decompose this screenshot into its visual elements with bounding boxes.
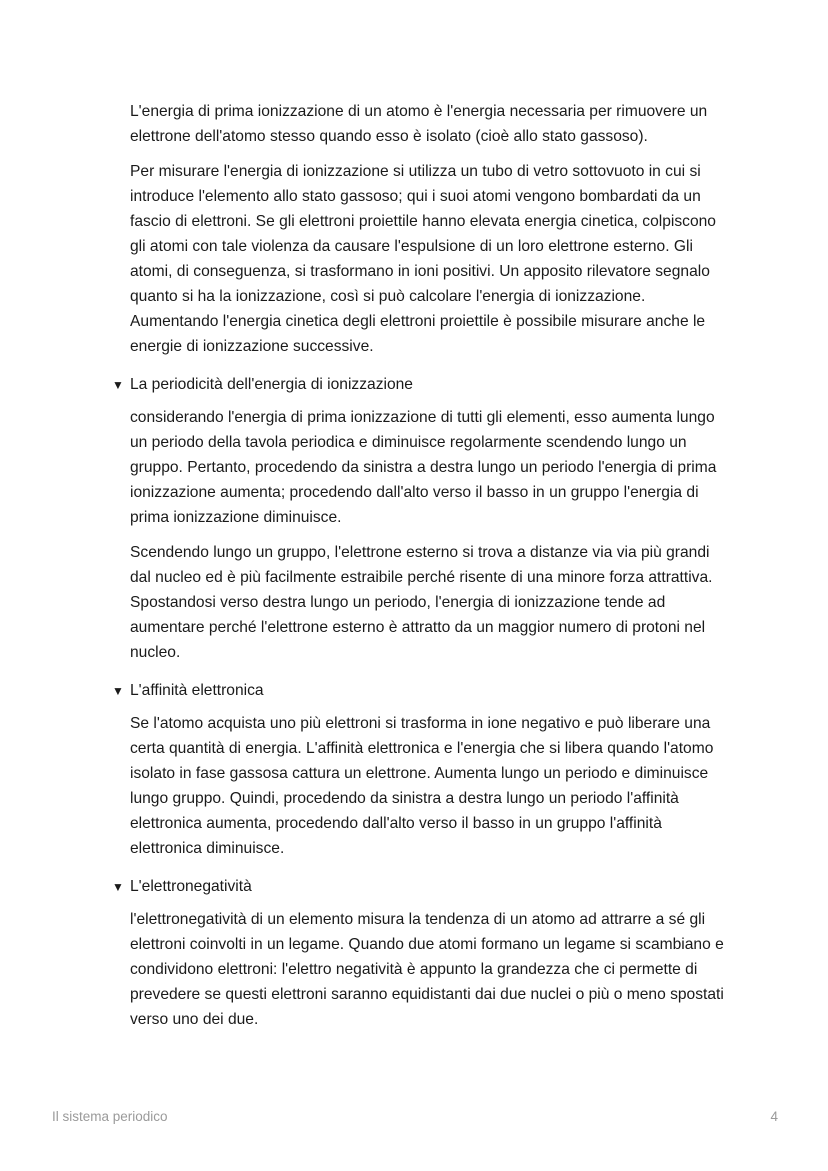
triangle-down-icon[interactable]: ▼: [112, 684, 124, 698]
toggle-periodicita[interactable]: [112, 373, 728, 397]
section-paragraph: considerando l'energia di prima ionizzazione di tutti gli elementi, esso aumenta lungo un periodo della tavola periodica e diminuisce regolarmente scendendo lungo un gruppo. Pertanto, procedendo da sinistra a destra lungo un periodo l'energia di prima ionizzazione aumenta; procedendo dall'alto verso il basso in un gruppo l'energia di prima ionizzazione diminuisce.: [130, 409, 717, 526]
section-paragraph: Se l'atomo acquista uno più elettroni si trasforma in ione negativo e può liberare una certa quantità di energia. L'affinità elettronica e l'energia che si libera quando l'atomo isolato in fase gassosa cattura un elettrone. Aumenta lungo un periodo e diminuisce lungo gruppo. Quindi, procedendo da sinistra a destra lungo un periodo l'affinità elettronica aumenta, procedendo dall'alto verso il basso in un gruppo l'affinità elettronica diminuisce.: [130, 715, 714, 857]
toggle-title: La periodicità dell'energia di ionizzazione: [130, 376, 413, 393]
toggle-elettronegativita[interactable]: [112, 875, 728, 899]
intro-paragraph: Per misurare l'energia di ionizzazione si utilizza un tubo di vetro sottovuoto in cui si introduce l'elemento allo stato gassoso; qui i suoi atomi vengono bombardati da un fascio di elettroni. Se gli elettroni proiettile hanno elevata energia cinetica, colpiscono gli atomi con tale violenza da causare l'espulsione di un loro elettrone esterno. Gli atomi, di conseguenza, si trasformano in ioni positivi. Un apposito rilevatore segnalo quanto si ha la ionizzazione, così si può calcolare l'energia di ionizzazione. Aumentando l'energia cinetica degli elettroni proiettile è possibile misurare anche le energie di ionizzazione successive.: [130, 163, 716, 355]
toggle-affinita[interactable]: [112, 679, 728, 703]
toggle-title: L'elettronegatività: [130, 878, 252, 895]
document-content: [112, 99, 728, 1042]
triangle-down-icon[interactable]: ▼: [112, 378, 124, 392]
section-paragraph: Scendendo lungo un gruppo, l'elettrone esterno si trova a distanze via via più grandi dal nucleo ed è più facilmente estraibile perché risente di una minore forza attrattiva. Spostandosi verso destra lungo un periodo, l'energia di ionizzazione tende ad aumentare perché l'elettrone esterno è attratto da un maggior numero di protoni nel nucleo.: [130, 544, 713, 661]
triangle-down-icon[interactable]: ▼: [112, 880, 124, 894]
toggle-title: L'affinità elettronica: [130, 682, 264, 699]
page-number: 4: [770, 1109, 778, 1124]
intro-paragraph: L'energia di prima ionizzazione di un atomo è l'energia necessaria per rimuovere un elettrone dell'atomo stesso quando esso è isolato (cioè allo stato gassoso).: [130, 103, 708, 145]
footer-title: Il sistema periodico: [52, 1109, 168, 1124]
section-paragraph: l'elettronegatività di un elemento misura la tendenza di un atomo ad attrarre a sé gli elettroni coinvolti in un legame. Quando due atomi formano un legame si scambiano e condividono elettroni: l'elettro negatività è appunto la grandezza che ci permette di prevedere se questi elettroni saranno equidistanti dai due nuclei o più o meno spostati verso uno dei due.: [130, 911, 724, 1028]
